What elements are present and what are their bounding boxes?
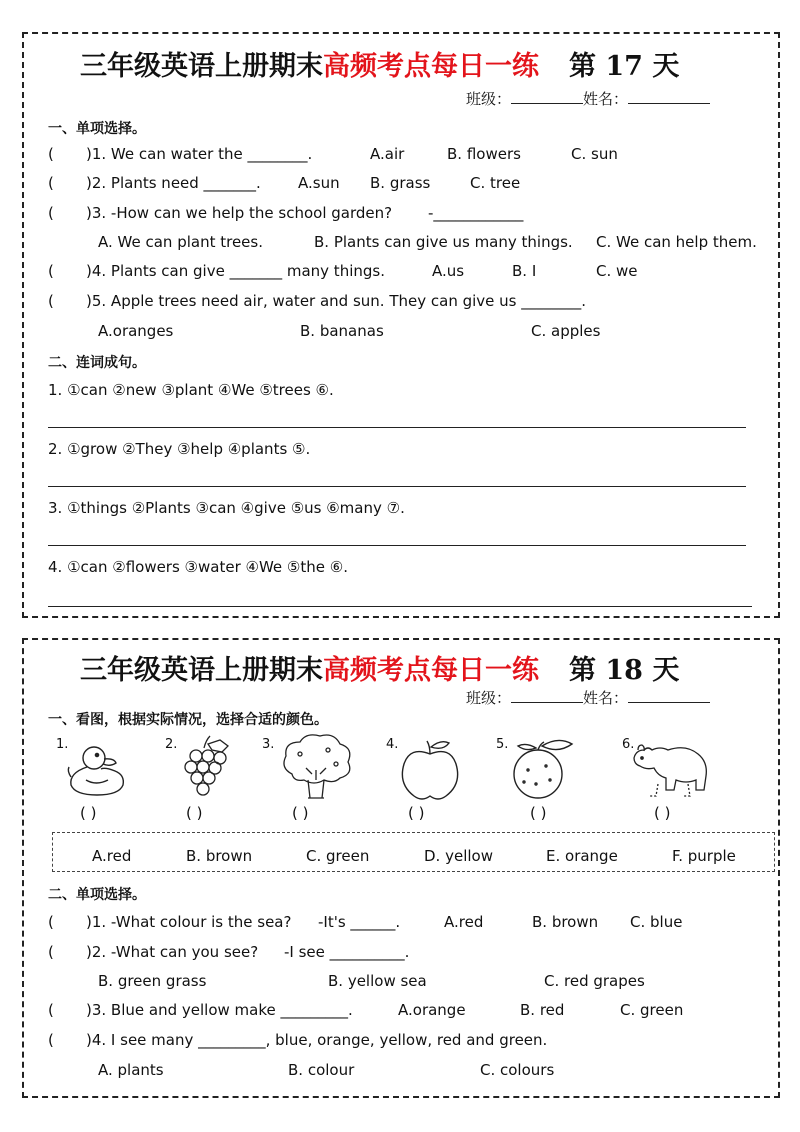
colour-option[interactable]: A.red <box>92 847 132 865</box>
answer-line[interactable] <box>48 486 746 487</box>
option-b[interactable]: B. brown <box>532 913 599 931</box>
option-a[interactable]: A.sun <box>298 174 340 192</box>
name-field[interactable] <box>628 702 710 703</box>
word-order-item: 3. ①things ②Plants ③can ④give ⑤us ⑥many ⑦. <box>48 499 405 517</box>
student-info-row <box>466 687 710 708</box>
colour-option[interactable]: D. yellow <box>424 847 493 865</box>
option-b[interactable]: B. Plants can give us many things. <box>314 233 573 251</box>
day-number: 第 18 天 <box>569 655 680 686</box>
question-text: )1. We can water the ________. <box>86 145 313 163</box>
picture-number: 6. <box>622 737 635 752</box>
worksheet-title <box>80 648 679 687</box>
option-b[interactable]: B. yellow sea <box>328 972 427 990</box>
title-black-part: 三年级英语上册期末 <box>80 655 323 686</box>
option-a[interactable]: A.air <box>370 145 405 163</box>
option-c[interactable]: C. we <box>596 262 638 280</box>
answer-paren[interactable]: ( ) <box>408 804 425 822</box>
answer-paren[interactable]: ( <box>48 1031 54 1049</box>
colour-option[interactable]: F. purple <box>672 847 736 865</box>
answer-paren[interactable]: ( ) <box>292 804 309 822</box>
option-a[interactable]: A.us <box>432 262 465 280</box>
option-c[interactable]: C. We can help them. <box>596 233 757 251</box>
answer-paren[interactable]: ( <box>48 292 54 310</box>
question-text: )4. I see many _________, blue, orange, yellow, red and green. <box>86 1031 548 1049</box>
orange-icon <box>506 736 580 802</box>
picture-number: 3. <box>262 737 275 752</box>
duck-icon <box>64 742 134 800</box>
answer-paren[interactable]: ( <box>48 943 54 961</box>
section-heading: 一、看图，根据实际情况，选择合适的颜色。 <box>48 712 328 728</box>
question-text: )1. -What colour is the sea? <box>86 913 292 931</box>
grapes-icon <box>178 734 234 800</box>
colour-option[interactable]: C. green <box>306 847 370 865</box>
answer-blank: -____________ <box>428 204 524 222</box>
answer-paren[interactable]: ( <box>48 262 54 280</box>
answer-line[interactable] <box>48 545 746 546</box>
day-number: 第 17 天 <box>569 51 680 82</box>
answer-paren[interactable]: ( ) <box>654 804 671 822</box>
class-field[interactable] <box>511 702 583 703</box>
answer-blank: -I see __________. <box>284 943 410 961</box>
colour-option[interactable]: E. orange <box>546 847 618 865</box>
word-order-item: 1. ①can ②new ③plant ④We ⑤trees ⑥. <box>48 381 334 399</box>
answer-paren[interactable]: ( ) <box>80 804 97 822</box>
question-text: )2. Plants need _______. <box>86 174 261 192</box>
answer-line[interactable] <box>48 606 752 607</box>
option-b[interactable]: B. flowers <box>447 145 521 163</box>
picture-number: 4. <box>386 737 399 752</box>
colour-option[interactable]: B. brown <box>186 847 253 865</box>
answer-paren[interactable]: ( ) <box>530 804 547 822</box>
option-c[interactable]: C. sun <box>571 145 618 163</box>
question-text: )3. -How can we help the school garden? <box>86 204 393 222</box>
option-a[interactable]: B. green grass <box>98 972 207 990</box>
option-b[interactable]: B. colour <box>288 1061 355 1079</box>
answer-paren[interactable]: ( <box>48 1001 54 1019</box>
question-text: )4. Plants can give _______ many things. <box>86 262 385 280</box>
answer-blank: -It's ______. <box>318 913 401 931</box>
name-field[interactable] <box>628 103 710 104</box>
title-red-part: 高频考点每日一练 <box>323 655 539 686</box>
picture-number: 2. <box>165 737 178 752</box>
option-a[interactable]: A.orange <box>398 1001 466 1019</box>
option-a[interactable]: A. We can plant trees. <box>98 233 263 251</box>
question-text: )3. Blue and yellow make _________. <box>86 1001 353 1019</box>
answer-paren[interactable]: ( <box>48 204 54 222</box>
class-label: 班级： <box>466 90 512 108</box>
option-a[interactable]: A.oranges <box>98 322 174 340</box>
class-field[interactable] <box>511 103 583 104</box>
word-order-item: 4. ①can ②flowers ③water ④We ⑤the ⑥. <box>48 558 348 576</box>
section-heading: 二、单项选择。 <box>48 887 146 903</box>
bear-icon <box>628 740 714 800</box>
student-info-row <box>466 88 710 109</box>
option-c[interactable]: C. green <box>620 1001 684 1019</box>
section-heading: 一、单项选择。 <box>48 121 146 137</box>
answer-paren[interactable]: ( ) <box>186 804 203 822</box>
option-c[interactable]: C. apples <box>531 322 601 340</box>
option-b[interactable]: B. I <box>512 262 537 280</box>
option-a[interactable]: A.red <box>444 913 484 931</box>
word-order-item: 2. ①grow ②They ③help ④plants ⑤. <box>48 440 311 458</box>
worksheet-title <box>80 44 679 83</box>
option-c[interactable]: C. tree <box>470 174 521 192</box>
option-b[interactable]: B. red <box>520 1001 565 1019</box>
section-heading: 二、连词成句。 <box>48 355 146 371</box>
option-a[interactable]: A. plants <box>98 1061 164 1079</box>
name-label: 姓名： <box>583 689 629 707</box>
option-c[interactable]: C. colours <box>480 1061 555 1079</box>
option-b[interactable]: B. bananas <box>300 322 384 340</box>
answer-paren[interactable]: ( <box>48 913 54 931</box>
answer-line[interactable] <box>48 427 746 428</box>
question-text: )2. -What can you see? <box>86 943 259 961</box>
title-black-part: 三年级英语上册期末 <box>80 51 323 82</box>
apple-icon <box>398 738 464 800</box>
picture-number: 5. <box>496 737 509 752</box>
name-label: 姓名： <box>583 90 629 108</box>
picture-number: 1. <box>56 737 69 752</box>
class-label: 班级： <box>466 689 512 707</box>
answer-paren[interactable]: ( <box>48 174 54 192</box>
question-text: )5. Apple trees need air, water and sun. They can give us ________. <box>86 292 587 310</box>
answer-paren[interactable]: ( <box>48 145 54 163</box>
option-b[interactable]: B. grass <box>370 174 431 192</box>
tree-icon <box>278 734 354 802</box>
option-c[interactable]: C. red grapes <box>544 972 645 990</box>
colour-options-box <box>52 832 775 872</box>
option-c[interactable]: C. blue <box>630 913 683 931</box>
title-red-part: 高频考点每日一练 <box>323 51 539 82</box>
